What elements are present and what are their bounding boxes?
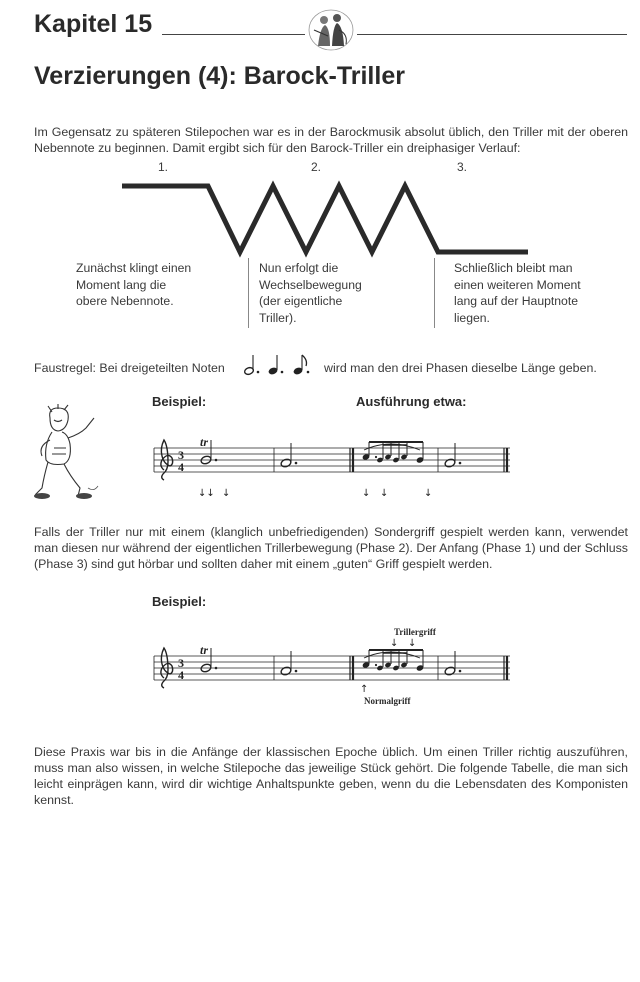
phase-3-line: lang auf der Hauptnote (454, 294, 578, 308)
phase-1-line: obere Nebennote. (76, 294, 174, 308)
rule-text-before: Faustregel: Bei dreigeteilten Noten (34, 361, 225, 375)
time-sig-top: 3 (178, 448, 184, 462)
trillergriff-label: Trillergriff (394, 627, 436, 637)
special-fingering-paragraph: Falls der Triller nur mit einem (klanglich unbefriedigenden) Sondergriff gespielt werden kann, verwendet man diesen nur während der eigentlichen Trillerbewegung (Phase 2). Der Anfang (Phase 1) und der Schluss (Phase 3) sind gut hörbar und sollten daher mit einem „guten“ Griff gespielt werden. (34, 525, 628, 571)
phase-2-line: Wechselbewegung (259, 277, 362, 292)
example-2-staff (150, 636, 514, 710)
phase-2-line: (der eigentliche (259, 294, 343, 308)
phase-1-line: Moment lang die (76, 277, 167, 292)
trill-mark: tr (200, 643, 209, 657)
time-sig-bottom: 4 (178, 460, 184, 474)
arrow-down-icon: ↓↓ (198, 488, 215, 499)
arrow-down-icon: ↓ (424, 488, 433, 499)
chapter-rule-left (162, 34, 305, 35)
phase-3-line: liegen. (454, 310, 490, 325)
arrow-down-icon: ↓ (362, 488, 371, 499)
phase-2-line: Nun erfolgt die (259, 261, 339, 275)
phase-3-description (454, 260, 629, 326)
closing-paragraph: Diese Praxis war bis in die Anfänge der klassischen Epoche üblich. Um einen Triller richtig auszuführen, muss man also wissen, in welche Stilepoche das jeweilige Stück gehört. Die folgende Tabelle, die man sich leicht einprägen kann, wird dir wichtige Anhaltspunkte geben, wenn du die Lebensdaten des Komponisten kennst. (34, 745, 628, 807)
phase-1-description (76, 260, 241, 310)
arrow-down-icon: ↓ (408, 638, 417, 649)
arrow-down-icon: ↓ (222, 488, 231, 499)
execution-label: Ausführung etwa: (356, 394, 467, 409)
intro-paragraph: Im Gegensatz zu späteren Stilepochen war es in der Barockmusik absolut üblich, den Triller mit der oberen Nebennote zu beginnen. Damit ergibt sich für den Barock-Triller ein dreiphasiger Verlauf: (34, 125, 628, 155)
time-sig-top: 3 (178, 656, 184, 670)
phase-number-2: 2. (311, 160, 322, 174)
phase-number-3: 3. (457, 160, 468, 174)
phase-2-line: Triller). (259, 310, 297, 325)
phase-divider-2 (434, 258, 435, 328)
musicians-illustration-icon (306, 6, 356, 52)
time-sig-bottom: 4 (178, 668, 184, 682)
phase-number-1: 1. (158, 160, 169, 174)
chapter-rule-right (357, 34, 627, 35)
rule-text-after: wird man den drei Phasen dieselbe Länge geben. (324, 361, 597, 375)
trill-mark: tr (200, 435, 209, 449)
example-2-label: Beispiel: (152, 594, 207, 609)
conductor-cartoon-icon (28, 404, 102, 504)
phase-1-line: Zunächst klingt einen (76, 261, 192, 275)
arrow-down-icon: ↓ (380, 488, 389, 499)
normalgriff-label: Normalgriff (364, 696, 411, 706)
phase-2-description (259, 260, 429, 326)
page-title: Verzierungen (4): Barock-Triller (34, 62, 405, 90)
phase-3-line: einen weiteren Moment (454, 277, 581, 292)
chapter-heading: Kapitel 15 (34, 10, 153, 38)
example-1-label: Beispiel: (152, 394, 207, 409)
phase-3-line: Schließlich bleibt man (454, 261, 573, 275)
arrow-down-icon: ↓ (390, 638, 399, 649)
example-1-staff (150, 434, 514, 502)
trill-phase-diagram (120, 180, 534, 260)
phase-divider-1 (248, 258, 249, 328)
arrow-up-icon: ↑ (360, 684, 369, 695)
dotted-notes-icon (242, 352, 320, 378)
